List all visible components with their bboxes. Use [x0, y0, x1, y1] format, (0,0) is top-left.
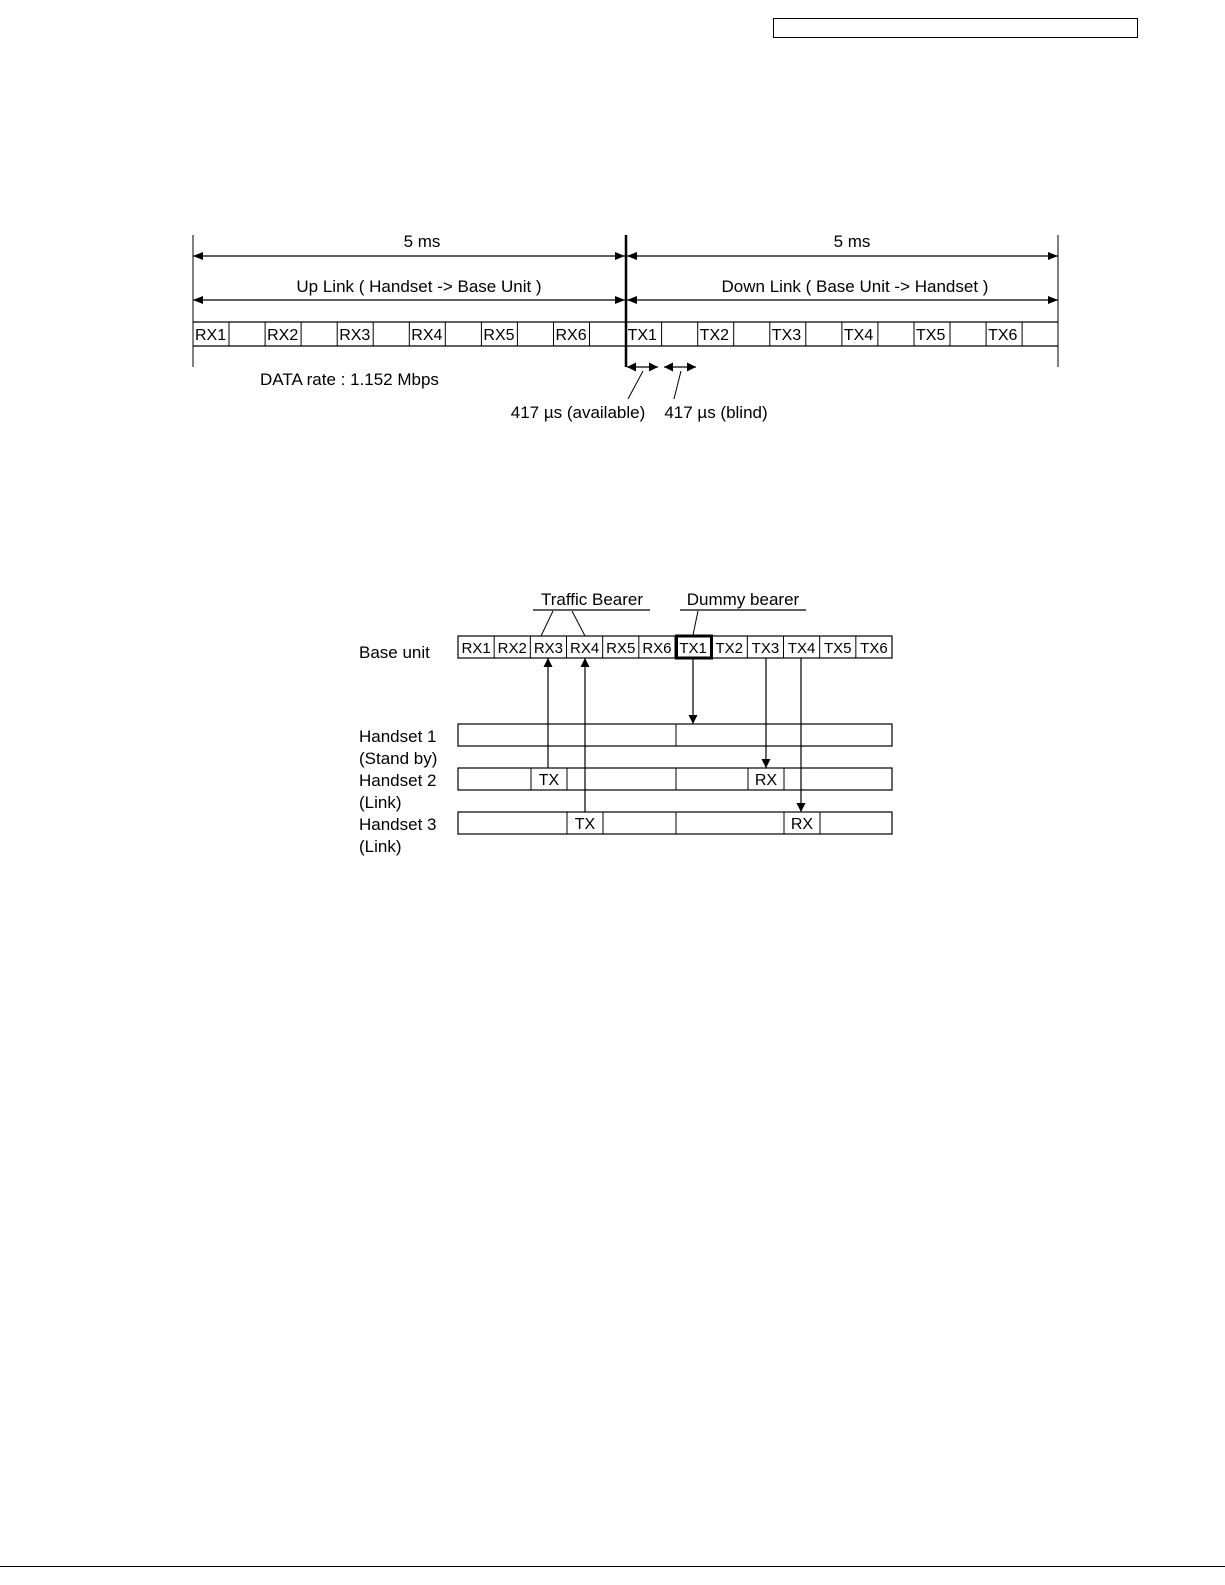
base-slot-label: TX3 [751, 640, 780, 657]
base-slot-label: TX4 [787, 640, 816, 657]
frame-slot-label: TX6 [988, 327, 1018, 344]
downlink-duration-label: 5 ms [833, 232, 871, 251]
base-slot-label: RX6 [642, 640, 672, 657]
handset-1-state: (Stand by) [359, 749, 438, 768]
frame-slot-label: RX2 [267, 327, 299, 344]
frame-slot-label: RX4 [411, 327, 443, 344]
handset-3-tx-label: TX [574, 816, 596, 833]
handset-2-name: Handset 2 [359, 771, 437, 790]
dummy-bearer-leader [693, 611, 698, 635]
base-slot-label: RX5 [606, 640, 636, 657]
uplink-duration-label: 5 ms [403, 232, 441, 251]
bearer-diagram-text [359, 590, 888, 856]
footer-rule [0, 1566, 1225, 1567]
frame-slot-label: TX2 [699, 327, 730, 344]
handset-3-row [458, 812, 892, 834]
base-slot-label: TX6 [860, 640, 888, 657]
base-unit-label: Base unit [359, 643, 430, 662]
data-rate-label: DATA rate : 1.152 Mbps [260, 370, 439, 389]
base-slot-label: RX4 [569, 640, 600, 657]
handset-3-state: (Link) [359, 837, 402, 856]
handset-3-name: Handset 3 [359, 815, 437, 834]
handset-1-row [458, 724, 892, 746]
traffic-bearer-leader-right [572, 611, 585, 636]
handset-3-rx-label: RX [790, 816, 814, 833]
frame-slot-label: TX4 [843, 327, 874, 344]
downlink-label: Down Link ( Base Unit -> Handset ) [721, 277, 989, 296]
frame-slot-label: RX6 [555, 327, 587, 344]
frame-slot-label: RX1 [195, 327, 227, 344]
frame-slot-label: RX3 [339, 327, 371, 344]
frame-slot-label: TX5 [916, 327, 946, 344]
blind-leader-line [674, 371, 681, 399]
available-slot-label: 417 µs (available) [510, 403, 646, 422]
frame-diagram-text [195, 232, 1018, 422]
handset-1-name: Handset 1 [359, 727, 437, 746]
base-slot-label: RX3 [533, 640, 564, 657]
base-slot-label: RX1 [461, 640, 491, 657]
base-slot-label: TX1 [679, 640, 707, 657]
available-leader-line [628, 371, 643, 399]
base-slot-label: TX2 [715, 640, 744, 657]
traffic-bearer-leader-left [541, 611, 553, 636]
base-slot-label: TX5 [823, 640, 852, 657]
frame-slot-label: TX1 [627, 327, 657, 344]
base-slot-label: RX2 [497, 640, 527, 657]
uplink-label: Up Link ( Handset -> Base Unit ) [296, 277, 542, 296]
handset-2-state: (Link) [359, 793, 402, 812]
frame-slot-label: RX5 [483, 327, 515, 344]
frame-slot-label: TX3 [771, 327, 802, 344]
handset-2-row [458, 768, 892, 790]
traffic-bearer-label: Traffic Bearer [540, 590, 644, 609]
dummy-bearer-label: Dummy bearer [686, 590, 800, 609]
handset-2-rx-label: RX [754, 772, 778, 789]
blind-slot-label: 417 µs (blind) [664, 403, 768, 422]
handset-2-tx-label: TX [538, 772, 560, 789]
